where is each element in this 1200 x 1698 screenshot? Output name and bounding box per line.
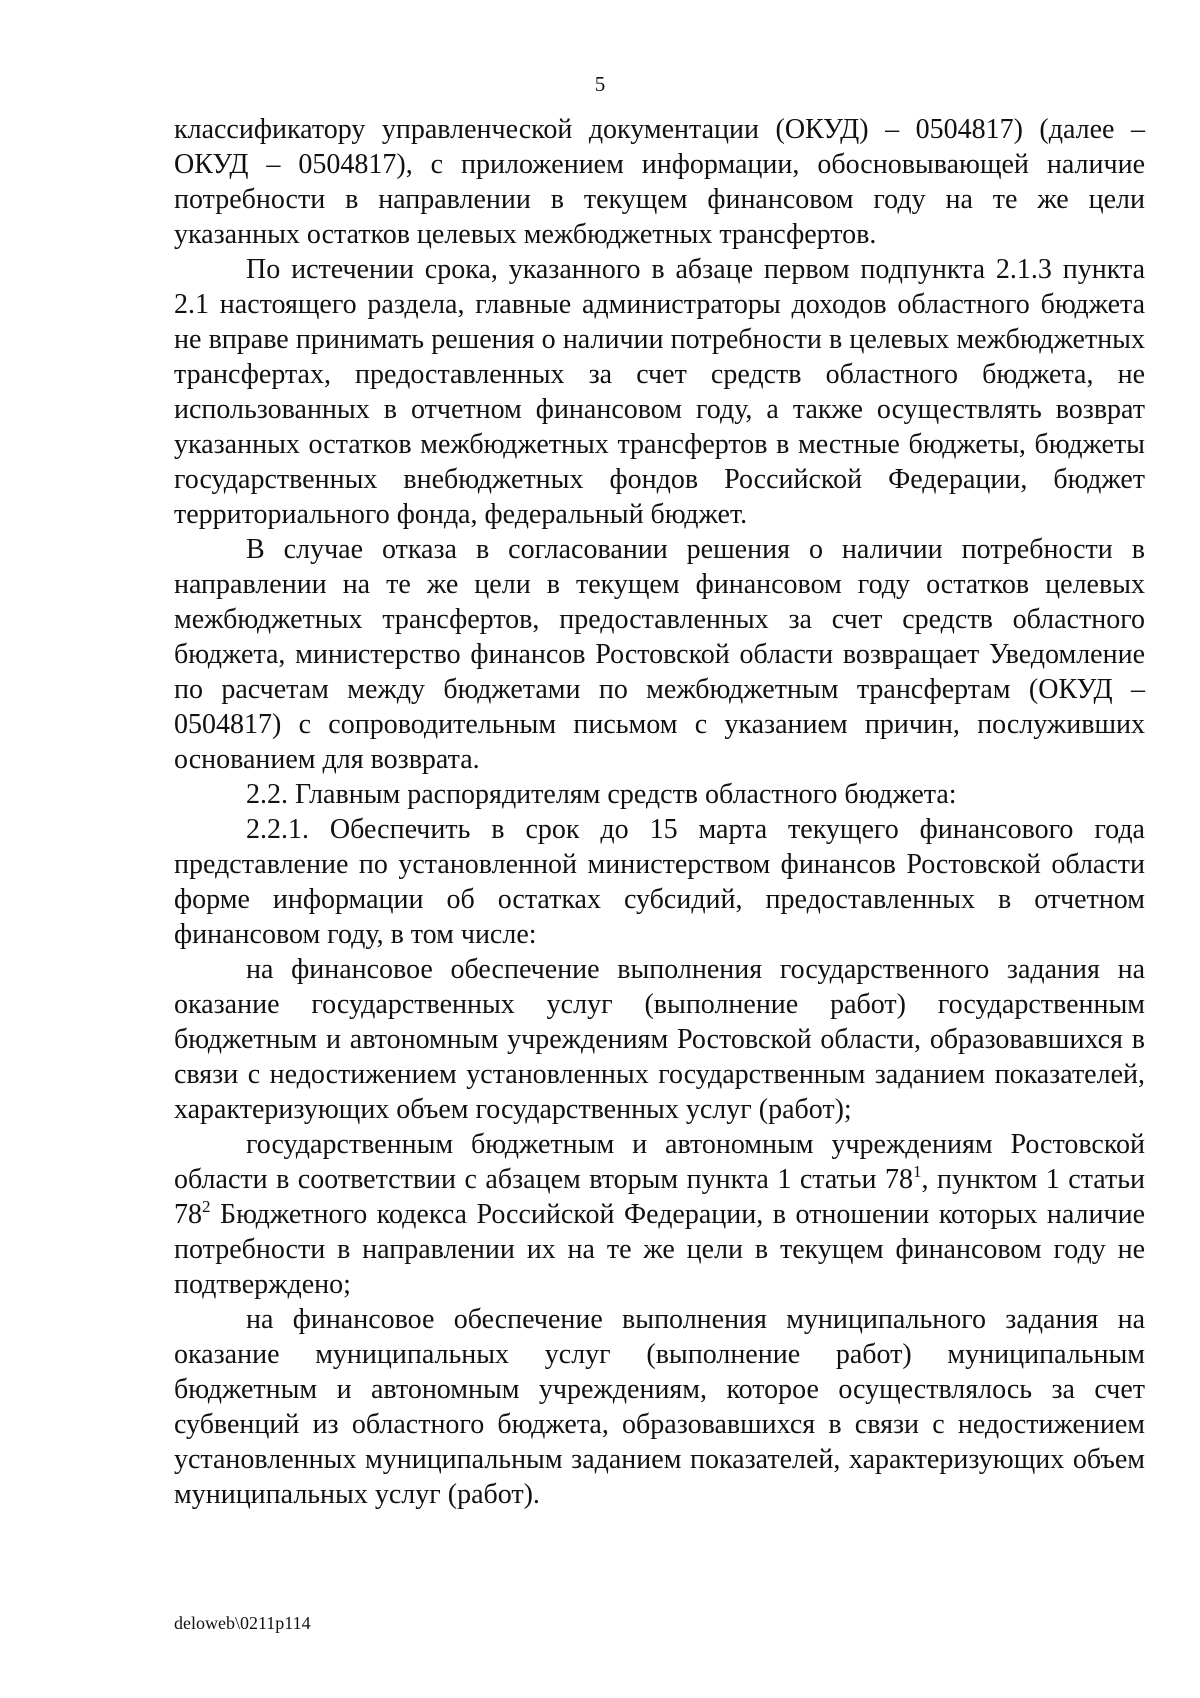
paragraph-deadline-expiry: По истечении срока, указанного в абзаце первом подпункта 2.1.3 пункта 2.1 настоящего раздела, главные администраторы доходов областного бюджета не вправе принимать решения о наличии потребности в целевых межбюджетных трансфертах, предоставленных за счет средств областного бюджета, не использованных в отчетном финансовом году, а также осуществлять возврат указанных остатков межбюджетных трансфертов в местные бюджеты, бюджеты государственных внебюджетных фондов Российской Федерации, бюджет территориального фонда, федеральный бюджет.	[174, 254, 1145, 530]
text-segment: , пунктом 1 статьи 78	[174, 1164, 1145, 1230]
paragraph-okud-continuation: классификатору управленческой документации (ОКУД) – 0504817) (далее – ОКУД – 0504817), с приложением информации, обосновывающей наличие потребности в направлении в текущем финансовом году на те же цели указанных остатков целевых межбюджетных трансфертов.	[174, 114, 1145, 250]
paragraph-section-2-2-1: 2.2.1. Обеспечить в срок до 15 марта текущего финансового года представление по установленной министерством финансов Ростовской области форме информации об остатках субсидий, предоставленных в отчетном финансовом году, в том числе:	[174, 814, 1145, 950]
document-body	[174, 112, 1145, 1512]
paragraph-section-2-2: 2.2. Главным распорядителям средств областного бюджета:	[246, 779, 957, 810]
paragraph-state-task: на финансовое обеспечение выполнения государственного задания на оказание государственных услуг (выполнение работ) государственным бюджетным и автономным учреждениям Ростовской области, образовавшихся в связи с недостижением установленных государственным заданием показателей, характеризующих объем государственных услуг (работ);	[174, 954, 1145, 1125]
paragraph-refusal-case: В случае отказа в согласовании решения о наличии потребности в направлении на те же цели в текущем финансовом году остатков целевых межбюджетных трансфертов, предоставленных за счет средств областного бюджета, министерство финансов Ростовской области возвращает Уведомление по расчетам между бюджетами по межбюджетным трансфертам (ОКУД – 0504817) с сопроводительным письмом с указанием причин, послуживших основанием для возврата.	[174, 534, 1145, 775]
superscript: 2	[202, 1197, 211, 1216]
paragraph-municipal-task: на финансовое обеспечение выполнения муниципального задания на оказание муниципальных услуг (выполнение работ) муниципальным бюджетным и автономным учреждениям, которое осуществлялось за счет субвенций из областного бюджета, образовавшихся в связи с недостижением установленных муниципальным заданием показателей, характеризующих объем муниципальных услуг (работ).	[174, 1304, 1145, 1510]
paragraph-budget-institutions	[174, 1127, 1145, 1302]
page-number: 5	[594, 72, 606, 96]
document-footer-code: deloweb\0211p114	[174, 1613, 311, 1633]
text-segment: государственным бюджетным и автономным учреждениям Ростовской области в соответствии с абзацем вторым пункта 1 статьи 78	[174, 1129, 1145, 1195]
text-segment: Бюджетного кодекса Российской Федерации, в отношении которых наличие потребности в направлении их на те же цели в текущем финансовом году не подтверждено;	[174, 1199, 1145, 1300]
superscript: 1	[913, 1162, 922, 1181]
